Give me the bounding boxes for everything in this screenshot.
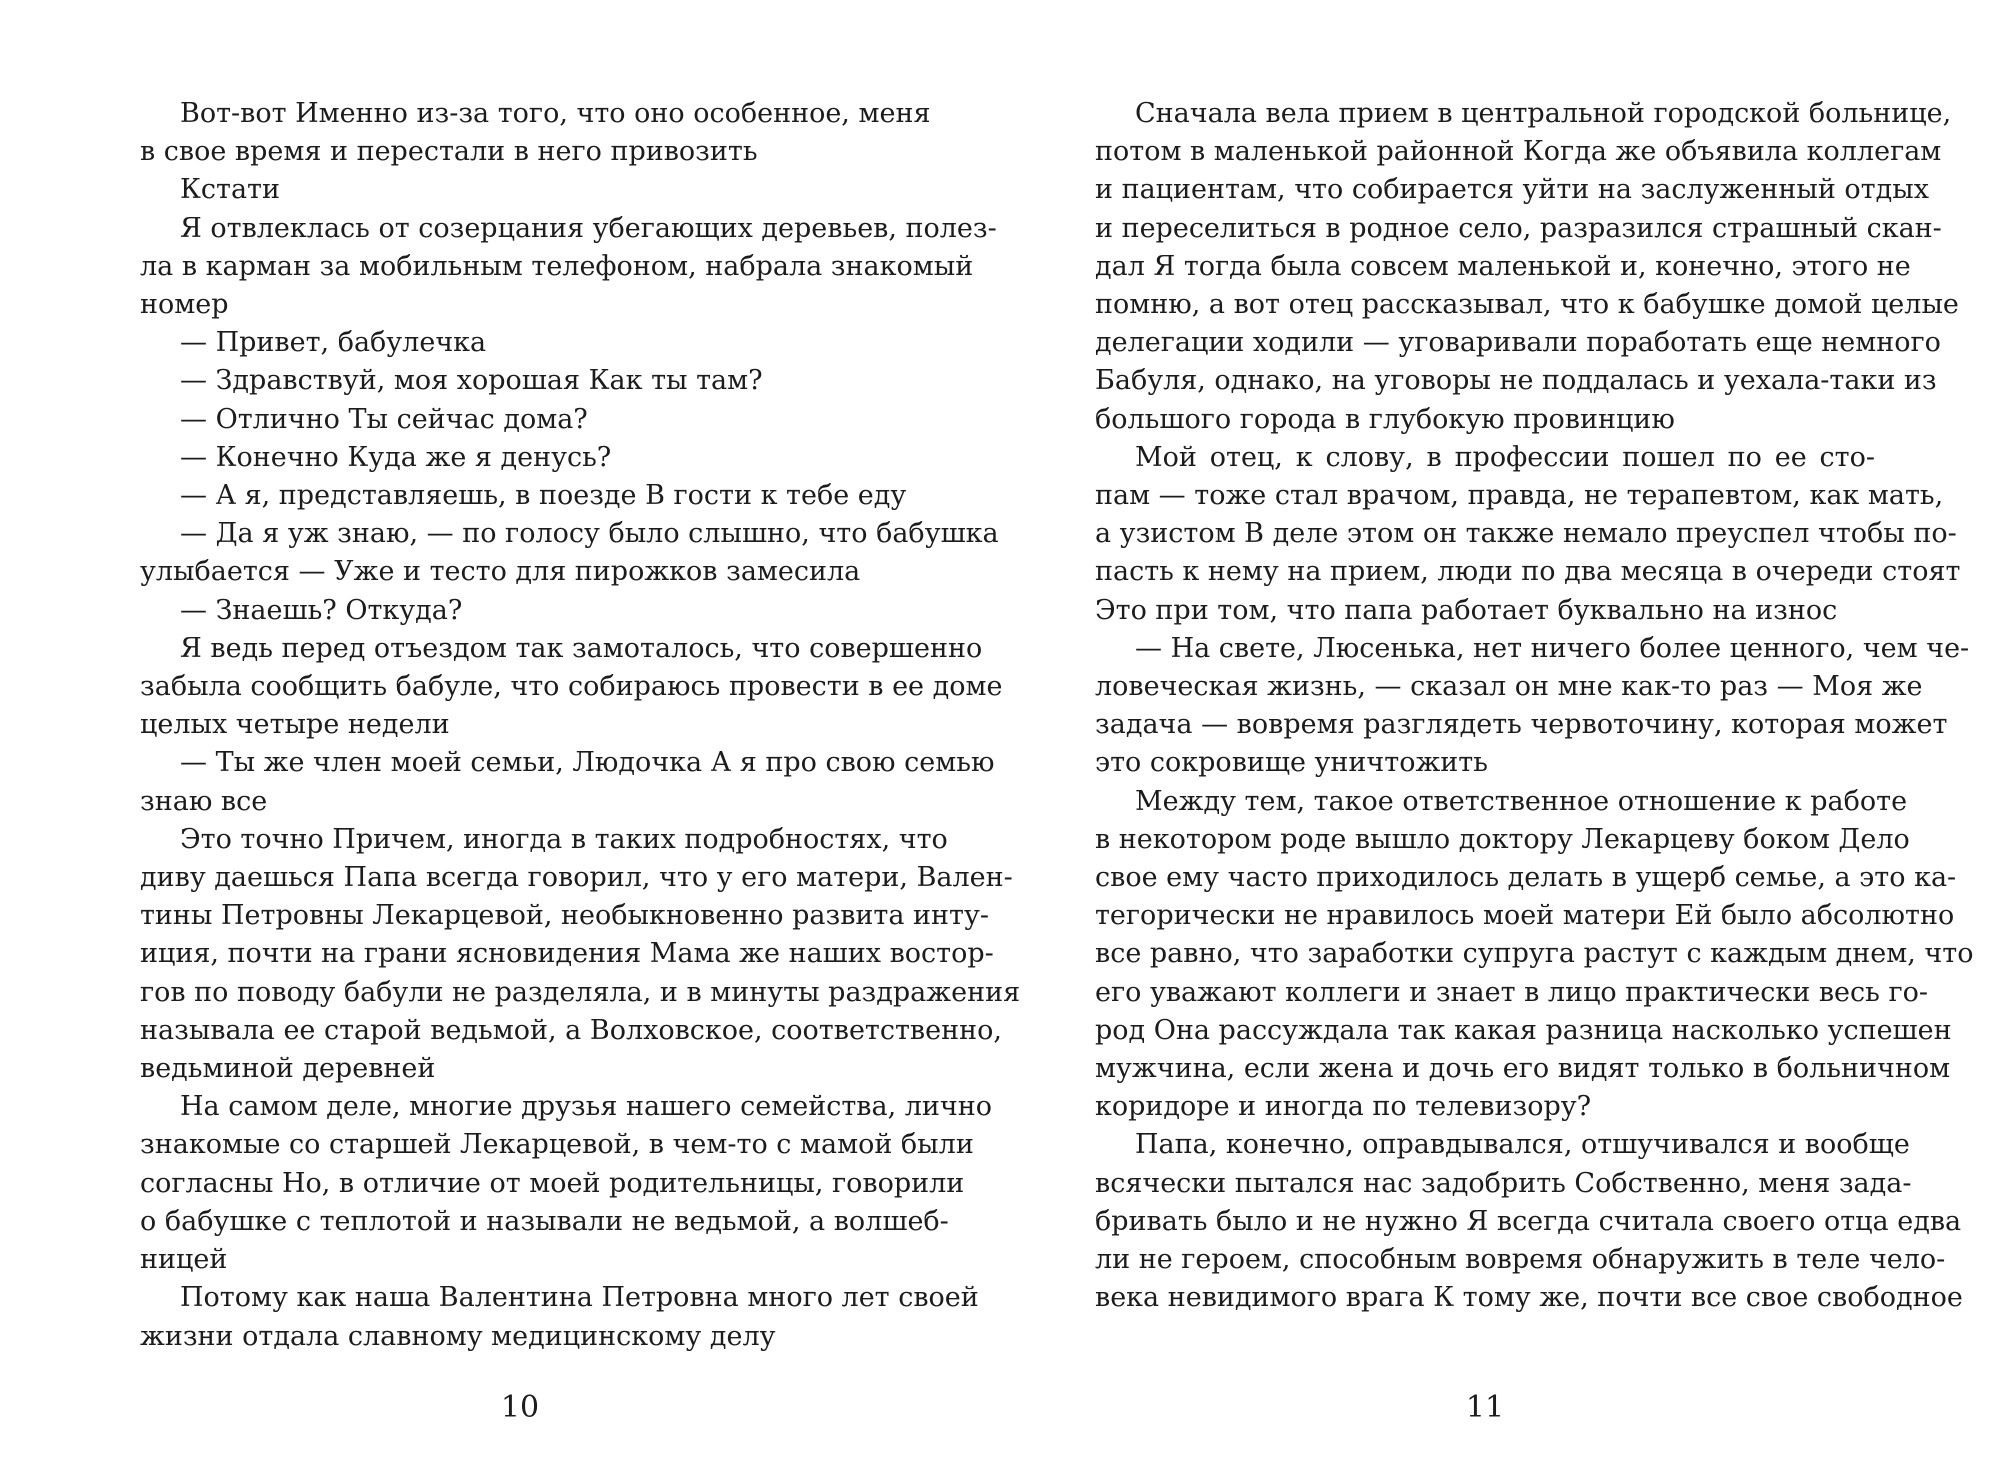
text-line: — Привет, бабулечка [180,327,487,359]
text-line: Между тем, такое ответственное отношение к работе [1135,785,1908,817]
text-line: номер [140,289,229,321]
text-line: — Ты же член моей семьи, Людочка А я про свою семью [180,747,995,779]
text-line: согласны Но, в отличие от моей родительницы, говорили [140,1167,965,1199]
text-line: ла в карман за мобильным телефоном, набрала знакомый [140,250,974,282]
text-line: Папа, конечно, оправдывался, отшучивался и вообще [1135,1129,1910,1161]
text-line: Это точно Причем, иногда в таких подробностях, что [180,823,948,855]
text-line: и переселиться в родное село, разразился страшный скан- [1095,212,1942,244]
left-page-text [140,95,1021,1356]
text-line: пасть к нему на прием, люди по два месяца в очереди стоят [1095,556,1961,588]
text-line: делегации ходили — уговаривали поработать еще немного [1095,327,1941,359]
text-line: гов по поводу бабули не разделяла, и в минуты раздражения [140,976,1021,1008]
text-line: всячески пытался нас задобрить Собственно, меня зада- [1095,1167,1912,1199]
text-line: его уважают коллеги и знает в лицо практически весь го- [1095,976,1928,1008]
text-line: называла ее старой ведьмой, а Волховское, соответственно, [140,1014,1002,1046]
text-line: род Она рассуждала так какая разница насколько успешен [1095,1014,1952,1046]
text-line: целых четыре недели [140,709,450,741]
text-line: ловеческая жизнь, — сказал он мне как-то раз — Моя же [1095,671,1923,703]
text-line: тегорически не нравилось моей матери Ей было абсолютно [1095,900,1955,932]
right-page-text [1095,95,1974,1318]
text-line: и пациентам, что собирается уйти на заслуженный отдых [1095,174,1929,206]
text-line: тины Петровны Лекарцевой, необыкновенно развита инту- [140,900,989,932]
text-line: знаю все [140,785,268,817]
text-line: Бабуля, однако, на уговоры не поддалась и уехала-таки из [1095,365,1937,397]
text-line: ли не героем, способным вовремя обнаружить в теле чело- [1095,1244,1946,1276]
text-line: мужчина, если жена и дочь его видят только в больничном [1095,1053,1951,1085]
text-line: задача — вовремя разглядеть червоточину, которая может [1095,709,1948,741]
text-line: ницей [140,1244,228,1276]
text-line: Потому как наша Валентина Петровна много лет своей [180,1282,979,1314]
text-line: знакомые со старшей Лекарцевой, в чем-то с мамой были [140,1129,974,1161]
text-line: бривать было и не нужно Я всегда считала своего отца едва [1095,1205,1962,1237]
text-line: Я ведь перед отъездом так замоталось, что совершенно [180,632,983,664]
text-line: в некотором роде вышло доктору Лекарцеву боком Дело [1095,823,1910,855]
text-line: пам — тоже стал врачом, правда, не терапевтом, как мать, [1095,480,1944,512]
text-line: а узистом В деле этом он также немало преуспел чтобы по- [1095,518,1957,550]
text-line: Вот-вот Именно из-за того, что оно особенное, меня [180,98,931,129]
text-line: большого города в глубокую провинцию [1095,403,1675,435]
text-line: в свое время и перестали в него привозить [140,136,758,168]
text-line: коридоре и иногда по телевизору? [1095,1091,1592,1123]
text-line: На самом деле, многие друзья нашего семейства, лично [180,1091,992,1123]
text-line: века невидимого врага К тому же, почти все свое свободное [1095,1282,1963,1314]
text-line: помню, а вот отец рассказывал, что к бабушке домой целые [1095,289,1959,321]
text-line: улыбается — Уже и тесто для пирожков замесила [140,556,861,588]
text-line: — Отлично Ты сейчас дома? [180,403,588,435]
text-line: ведьминой деревней [140,1053,436,1085]
text-line: свое ему часто приходилось делать в ущерб семье, а это ка- [1095,862,1957,894]
text-line: — Конечно Куда же я денусь? [180,441,612,473]
left-page-number: 10 [500,1390,540,1425]
text-line: Это при том, что папа работает буквально на износ [1095,594,1838,626]
text-line: Кстати [180,174,280,206]
right-page-number: 11 [1465,1390,1505,1425]
text-line: — Здравствуй, моя хорошая Как ты там? [180,365,763,397]
text-line: диву даешься Папа всегда говорил, что у его матери, Вален- [140,862,1013,894]
text-line: потом в маленькой районной Когда же объявила коллегам [1095,136,1942,168]
right-page [1000,0,2000,1471]
text-line: Сначала вела прием в центральной городской больнице, [1135,98,1952,129]
text-line: — Знаешь? Откуда? [180,594,463,626]
text-line: — А я, представляешь, в поезде В гости к тебе еду [180,480,907,512]
text-line: все равно, что заработки супруга растут с каждым днем, что [1095,938,1974,970]
text-line: — Да я уж знаю, — по голосу было слышно, что бабушка [180,518,999,550]
text-line: забыла сообщить бабуле, что собираюсь провести в ее доме [140,671,1003,703]
text-line: жизни отдала славному медицинскому делу [140,1320,776,1352]
text-line: о бабушке с теплотой и называли не ведьмой, а волшеб- [140,1205,949,1237]
text-line: это сокровище уничтожить [1095,747,1488,779]
text-line: — На свете, Люсенька, нет ничего более ценного, чем че- [1135,632,1970,664]
text-line: дал Я тогда была совсем маленькой и, конечно, этого не [1095,250,1911,282]
text-line: Я отвлеклась от созерцания убегающих деревьев, полез- [180,212,997,244]
text-line: иция, почти на грани ясновидения Мама же наших востор- [140,938,994,970]
text-line: Мой отец, к слову, в профессии пошел по ее сто- [1135,441,1875,473]
